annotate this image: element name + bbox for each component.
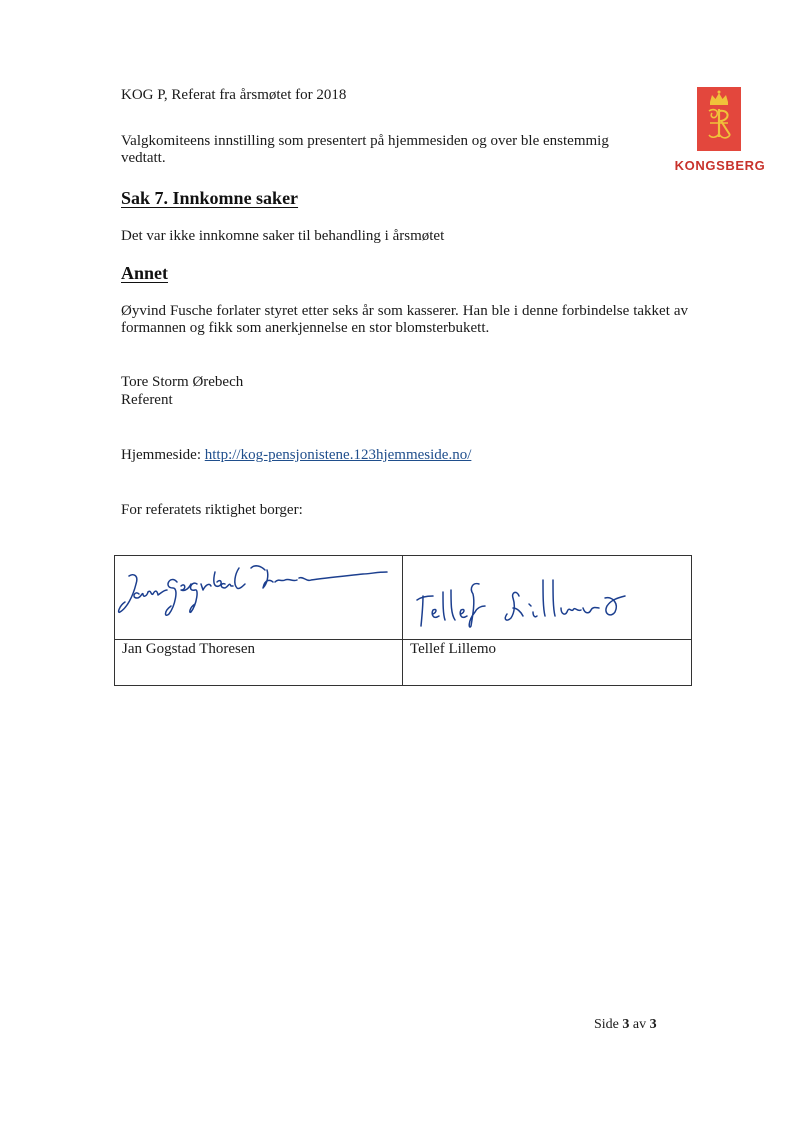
annet-heading: Annet <box>121 263 169 283</box>
attestation-text: For referatets riktighet borger: <box>121 502 303 518</box>
homepage-link[interactable]: http://kog-pensjonistene.123hjemmeside.no/ <box>204 447 472 463</box>
signature-cell-2 <box>403 556 692 640</box>
valgkomite-paragraph: Valgkomiteens innstilling som presentert på hjemmesiden og over ble enstemmig vedtatt. <box>121 133 609 166</box>
page-total: 3 <box>649 1017 657 1032</box>
homepage-line <box>121 447 471 464</box>
sak7-text: Det var ikke innkomne saker til behandling i årsmøtet <box>121 228 445 244</box>
signatory-name-2: Tellef Lillemo <box>403 640 692 686</box>
page-label: Side <box>594 1017 619 1032</box>
signatory-name-1: Jan Gogstad Thoresen <box>115 640 403 686</box>
annet-paragraph: Øyvind Fusche forlater styret etter seks år som kasserer. Han ble i denne forbindelse takket av formannen og fikk som anerkjennelse en stor blomsterbukett. <box>121 303 688 336</box>
referent-role: Referent <box>121 392 173 408</box>
document-header-title: KOG P, Referat fra årsmøtet for 2018 <box>121 87 347 103</box>
page-current: 3 <box>622 1017 630 1032</box>
kongsberg-logo-icon <box>697 87 741 151</box>
signature-table <box>114 555 692 686</box>
handwritten-signature-tellef-lillemo <box>403 556 690 634</box>
referent-name: Tore Storm Ørebech <box>121 374 244 390</box>
page-number <box>594 1017 657 1033</box>
signature-cell-1 <box>115 556 403 640</box>
sak7-heading: Sak 7. Innkomne saker <box>121 188 299 208</box>
handwritten-signature-jan-gogstad-thoresen <box>115 556 401 634</box>
homepage-label: Hjemmeside: <box>121 447 201 463</box>
kongsberg-logo-text: KONGSBERG <box>674 158 766 173</box>
page-separator: av <box>632 1017 647 1032</box>
